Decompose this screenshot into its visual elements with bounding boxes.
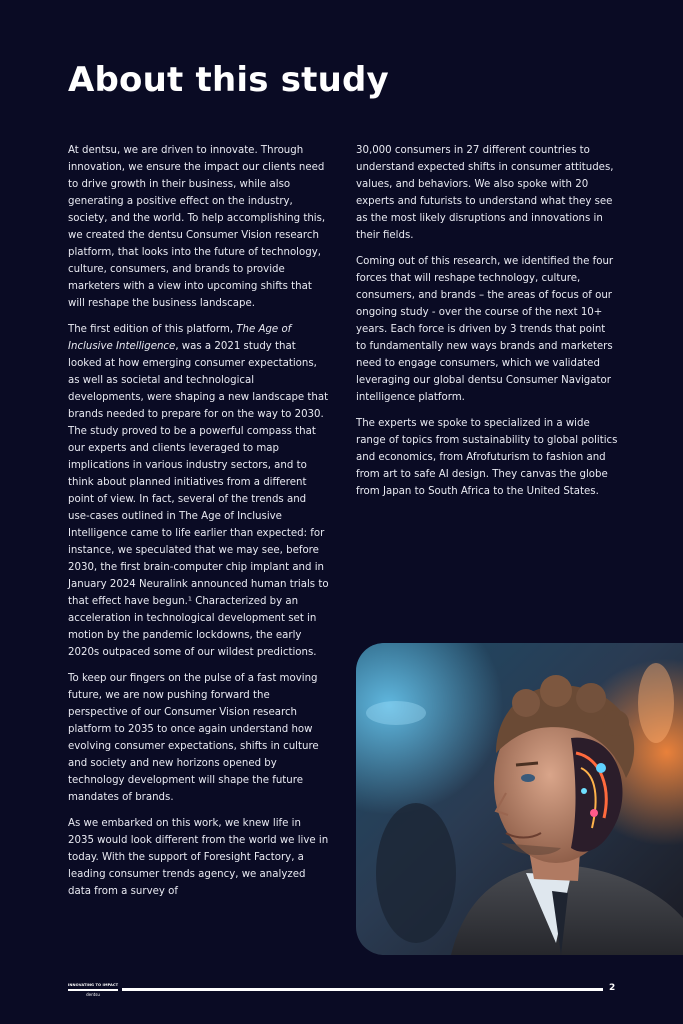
cyborg-portrait-image <box>356 643 683 955</box>
page-title: About this study <box>68 60 389 100</box>
dentsu-logo <box>68 983 118 999</box>
right-text-column <box>356 142 618 509</box>
page-number: 2 <box>609 983 616 993</box>
left-text-column <box>68 142 330 909</box>
paragraph: To keep our fingers on the pulse of a fast moving future, we are now pushing forward the perspective of our Consumer Vision research platform to 2035 to once again understand how evolving consumer expectations, shifts in culture and society and new horizons opened by technology development will shape the future mandates of brands. <box>68 673 319 803</box>
paragraph <box>68 321 330 661</box>
paragraph: The experts we spoke to specialized in a wide range of topics from sustainability to global politics and economics, from Afrofuturism to fashion and from art to safe AI design. They canvas the globe from Japan to South Africa to the United States. <box>356 418 618 497</box>
paragraph: 30,000 consumers in 27 different countries to understand expected shifts in consumer attitudes, values, and behaviors. We also spoke with 20 experts and futurists to understand what they see as the most likely disruptions and innovations in their fields. <box>356 145 614 241</box>
footer-tagline: INNOVATING TO IMPACT <box>68 983 119 987</box>
logo-bar <box>68 989 118 991</box>
paragraph: Coming out of this research, we identified the four forces that will reshape technology, culture, consumers, and brands – the areas of focus of our ongoing study - over the course of the next 10+ years. Each force is driven by 3 trends that point to fundamentally new ways brands and marketers need to engage consumers, which we validated leveraging our global dentsu Consumer Navigator intelligence platform. <box>356 256 614 403</box>
paragraph-intro: The first edition of this platform, <box>68 324 237 335</box>
paragraph-body: , was a 2021 study that looked at how emerging consumer expectations, as well as societal and technological developments, were shaping a new landscape that brands needed to prepare for on the way to 2030. The study proved to be a powerful compass that our experts and clients leveraged to map implications in various industry sectors, and to think about planned initiatives from a different point of view. In fact, several of the trends and use-cases outlined in The Age of Inclusive Intelligence came to life earlier than expected: for instance, we speculated that we may see, before 2030, the first brain-computer chip implant and in January 2024 Neuralink announced human trials to that effect have begun.¹ Characterized by an acceleration in technological development set in motion by the pandemic lockdowns, the early 2020s outpaced some of our wildest predictions. <box>68 341 329 658</box>
footer-divider <box>122 988 603 991</box>
footer-brand: dentsu <box>86 992 100 997</box>
paragraph: At dentsu, we are driven to innovate. Through innovation, we ensure the impact our clients need to drive growth in their business, while also generating a positive effect on the industry, society, and the world. To help accomplishing this, we created the dentsu Consumer Vision research platform, that looks into the future of technology, culture, consumers, and brands to provide marketers with a view into upcoming shifts that will reshape the business landscape. <box>68 145 326 309</box>
paragraph: As we embarked on this work, we knew life in 2035 would look different from the world we live in today. With the support of Foresight Factory, a leading consumer trends agency, we analyzed data from a survey of <box>68 818 329 897</box>
study-title: The Age of Inclusive Intelligence <box>68 324 292 352</box>
